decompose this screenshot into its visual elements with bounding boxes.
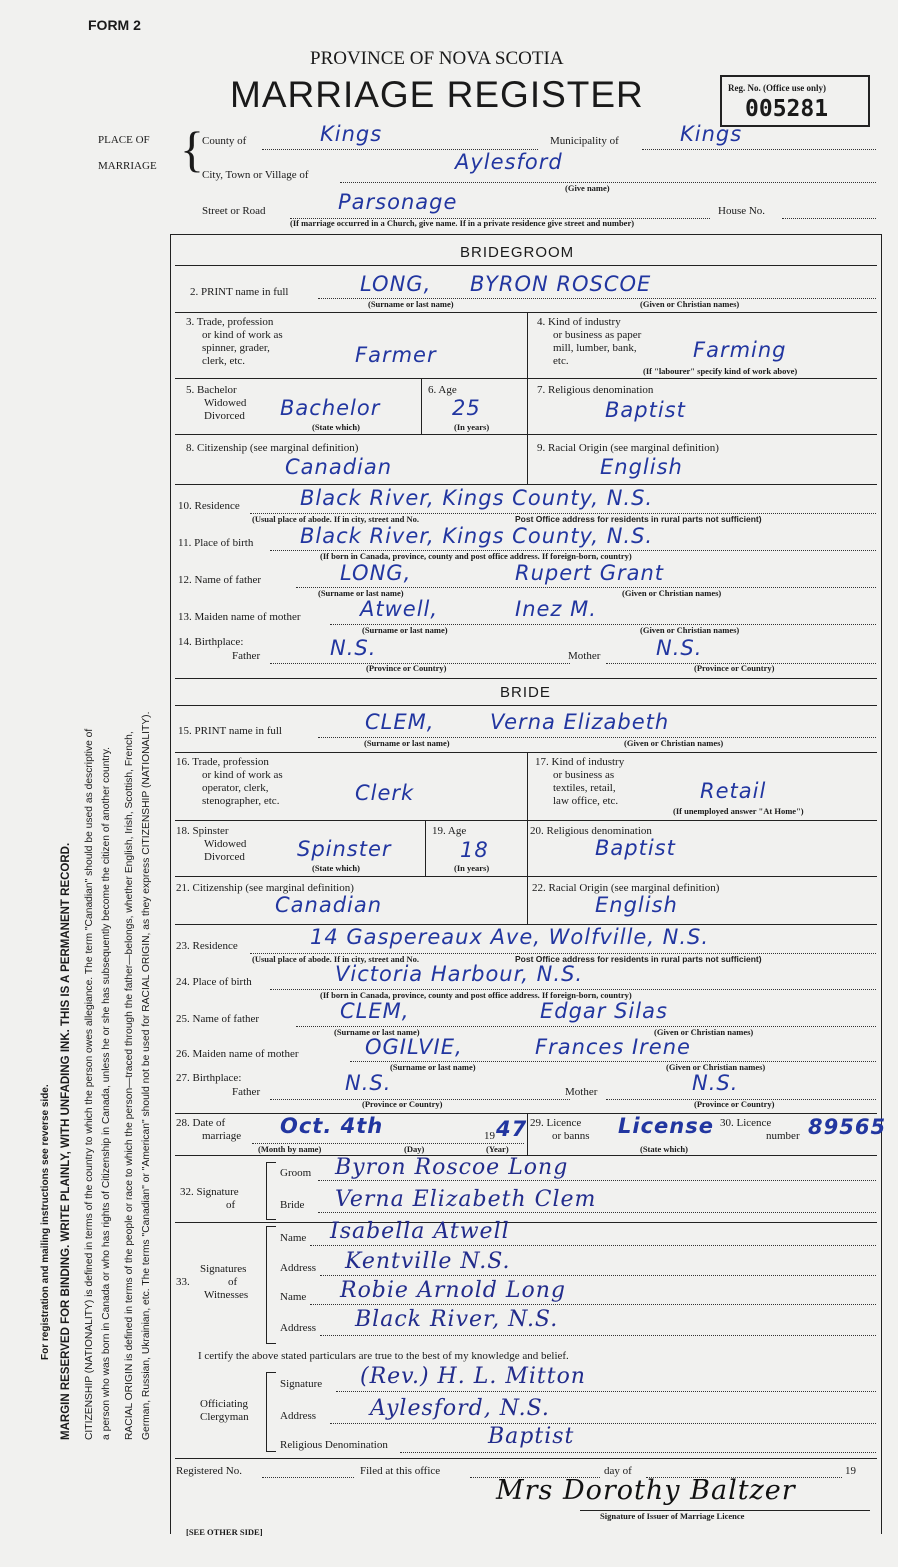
groom-mother-surname: Atwell, [360,597,439,621]
l18a: 18. Spinster [176,825,229,837]
f-sur-note: (Surname or last name) [318,588,404,598]
b-industry-note: (If unemployed answer "At Home") [673,806,804,816]
reg-number-label: Reg. No. (Office use only) [728,83,826,93]
year-prefix: 19 [484,1130,495,1142]
groom-father-surname: LONG, [340,561,412,585]
house-label: House No. [718,205,766,217]
l5c: Divorced [204,410,245,422]
groom-signature: Byron Roscoe Long [335,1155,569,1180]
l33num: 33. [176,1276,190,1288]
year-note: (Year) [486,1144,509,1154]
b-res-note2: Post Office address for residents in rural parts not sufficient) [515,954,762,964]
bracket-clergy [266,1372,276,1452]
l17c: textiles, retail, [553,782,616,794]
marriage-date: Oct. 4th [280,1114,384,1138]
l16a: 16. Trade, profession [176,756,269,768]
margin-line-1: For registration and mailing instructions see reverse side. [40,1084,51,1360]
b-prov-note: (Province or Country) [362,1099,443,1109]
clergy-sig-label: Signature [280,1378,323,1390]
l27: 27. Birthplace: [176,1072,242,1084]
groom-surname-note: (Surname or last name) [368,299,454,309]
groom-racial: English [600,455,683,479]
bride-bp-father: N.S. [345,1071,392,1095]
city-label: City, Town or Village of [202,169,309,181]
issuer-note: Signature of Issuer of Marriage Licence [600,1511,745,1521]
res-note2: Post Office address for residents in rural parts not sufficient) [515,514,762,524]
state-note: (State which) [640,1144,688,1154]
b-f-given-note: (Given or Christian names) [654,1027,754,1037]
clergy-signature: (Rev.) H. L. Mitton [360,1364,586,1389]
municipality-value: Kings [680,122,743,146]
l6: 6. Age [428,384,457,396]
groom-bp-father: N.S. [330,636,377,660]
l29b: or banns [552,1130,590,1142]
l17b: or business as [553,769,615,781]
l33a: Signatures [200,1263,247,1275]
l4c: mill, lumber, bank, [553,342,637,354]
bride-racial: English [595,893,678,917]
l8: 8. Citizenship (see marginal definition) [186,442,359,454]
brace: { [180,121,204,177]
l30b: number [766,1130,800,1142]
l18b: Widowed [204,838,247,850]
l33b: of [228,1276,238,1288]
b-surname-note: (Surname or last name) [364,738,450,748]
margin-line-2: MARGIN RESERVED FOR BINDING. WRITE PLAINLY, WITH UNFADING INK. THIS IS A PERMANENT RECORD. [60,842,72,1440]
bride-surname: CLEM, [365,710,435,734]
city-value: Aylesford [455,150,563,174]
status-note: (State which) [312,422,360,432]
groom-age: 25 [452,396,481,420]
bride-residence: 14 Gaspereaux Ave, Wolfville, N.S. [310,925,710,949]
groom-given: BYRON ROSCOE [470,272,652,296]
b-bp-father-label: Father [232,1086,261,1098]
reg-number: 005281 [745,96,829,122]
bracket-33 [266,1226,276,1344]
groom-father-given: Rupert Grant [515,561,665,585]
see-other-side: [SEE OTHER SIDE] [186,1527,263,1537]
l33c: Witnesses [204,1289,249,1301]
l32b: of [226,1199,236,1211]
officiating-label: Officiating [200,1398,249,1410]
witness1-address: Kentville N.S. [345,1249,511,1274]
bride-mother-given: Frances Irene [535,1035,691,1059]
l3d: clerk, etc. [202,355,246,367]
f-given-note: (Given or Christian names) [622,588,722,598]
groom-trade: Farmer [355,343,437,367]
street-value: Parsonage [338,190,458,214]
place-label-1: PLACE OF [98,134,150,146]
clergy-address: Aylesford, N.S. [370,1396,550,1421]
l32a: 32. Signature [180,1186,239,1198]
l21: 21. Citizenship (see marginal definition) [176,882,354,894]
clergyman-label: Clergyman [200,1411,249,1423]
l18c: Divorced [204,851,245,863]
licence-number: 89565 [808,1115,887,1139]
bp-mother-label: Mother [568,650,601,662]
b-given-note: (Given or Christian names) [624,738,724,748]
l7: 7. Religious denomination [537,384,654,396]
bride-name-label: 15. PRINT name in full [178,725,282,737]
issuer-signature: Mrs Dorothy Baltzer [496,1475,796,1506]
groom-name-label: 2. PRINT name in full [190,286,289,298]
l29a: 29. Licence [530,1117,582,1129]
certify-text: I certify the above stated particulars are true to the best of my knowledge and belief. [198,1350,569,1362]
clergy-addr-label: Address [280,1410,317,1422]
bride-father-given: Edgar Silas [540,999,668,1023]
l26: 26. Maiden name of mother [176,1048,299,1060]
witness2-name: Robie Arnold Long [340,1278,566,1303]
l3c: spinner, grader, [202,342,270,354]
prov-note2: (Province or Country) [694,663,775,673]
w2-addr-label: Address [280,1322,317,1334]
witness1-name: Isabella Atwell [330,1219,510,1244]
municipality-label: Municipality of [550,135,619,147]
clergy-denomination: Baptist [488,1424,575,1449]
b-birth-note: (If born in Canada, province, county and post office address. If foreign-born, country) [320,990,632,1000]
bride-signature: Verna Elizabeth Clem [335,1187,597,1212]
l3b: or kind of work as [202,329,283,341]
form-number: FORM 2 [88,17,141,33]
l4b: or business as paper [553,329,642,341]
bracket-32 [266,1162,276,1220]
groom-citizenship: Canadian [285,455,393,479]
groom-surname: LONG, [360,272,432,296]
marriage-year: 47 [496,1117,528,1141]
city-note: (Give name) [565,183,610,193]
b-res-note: (Usual place of abode. If in city, street and No. [252,954,420,964]
clergy-rel-label: Religious Denomination [280,1439,388,1451]
footer-year: 19 [845,1465,856,1477]
industry-note: (If "labourer" specify kind of work above) [643,366,798,376]
l10: 10. Residence [178,500,240,512]
page-title: MARRIAGE REGISTER [230,74,644,115]
groom-residence: Black River, Kings County, N.S. [300,486,654,510]
l14: 14. Birthplace: [178,636,244,648]
l5a: 5. Bachelor [186,384,237,396]
month-note: (Month by name) [258,1144,322,1154]
l25: 25. Name of father [176,1013,260,1025]
street-label: Street or Road [202,205,266,217]
groom-sig-label: Groom [280,1167,312,1179]
groom-industry: Farming [693,338,787,362]
l20: 20. Religious denomination [530,825,652,837]
bride-mother-surname: OGILVIE, [365,1035,463,1059]
l9: 9. Racial Origin (see marginal definition) [537,442,719,454]
place-label-2: MARRIAGE [98,160,157,172]
l17d: law office, etc. [553,795,619,807]
bp-father-label: Father [232,650,261,662]
b-prov-note2: (Province or Country) [694,1099,775,1109]
m-given-note: (Given or Christian names) [640,625,740,635]
groom-bp-mother: N.S. [656,636,703,660]
l23: 23. Residence [176,940,238,952]
l5b: Widowed [204,397,247,409]
margin-line-3: CITIZENSHIP (NATIONALITY) is defined in terms of the country to which the person owes allegiance. The term "Canadian" should be used as descriptive of [84,728,95,1440]
margin-line-6: German, Russian, Ukrainian, etc. The terms "Canadian" or "American" should not be used for RACIAL ORIGIN, as they express CITIZENSHIP (NATIONALITY). [141,711,152,1440]
bride-birthplace: Victoria Harbour, N.S. [335,962,584,986]
groom-religion: Baptist [605,398,686,422]
b-bp-mother-label: Mother [565,1086,598,1098]
b-status-note: (State which) [312,863,360,873]
county-label: County of [202,135,247,147]
bride-religion: Baptist [595,836,676,860]
day-label: day of [604,1465,632,1477]
res-note: (Usual place of abode. If in city, street and No. [252,514,420,524]
l28a: 28. Date of [176,1117,226,1129]
bridegroom-heading: BRIDEGROOM [460,244,575,261]
l4d: etc. [553,355,569,367]
groom-given-note: (Given or Christian names) [640,299,740,309]
province-title: PROVINCE OF NOVA SCOTIA [310,48,564,69]
birth-note: (If born in Canada, province, county and post office address. If foreign-born, country) [320,551,632,561]
l4a: 4. Kind of industry [537,316,621,328]
l11: 11. Place of birth [178,537,254,549]
registered-label: Registered No. [176,1465,242,1477]
bride-trade: Clerk [355,781,415,805]
filed-label: Filed at this office [360,1465,441,1477]
l24: 24. Place of birth [176,976,252,988]
groom-birthplace: Black River, Kings County, N.S. [300,524,654,548]
witness2-address: Black River, N.S. [355,1307,559,1332]
l3a: 3. Trade, profession [186,316,274,328]
m-sur-note: (Surname or last name) [362,625,448,635]
groom-mother-given: Inez M. [515,597,597,621]
bride-age: 18 [460,838,489,862]
b-age-note: (In years) [454,863,490,873]
l19: 19. Age [432,825,467,837]
age-note: (In years) [454,422,490,432]
bride-status: Spinster [297,837,392,861]
l17a: 17. Kind of industry [535,756,625,768]
l13: 13. Maiden name of mother [178,611,301,623]
l16b: or kind of work as [202,769,283,781]
prov-note: (Province or Country) [366,663,447,673]
l16d: stenographer, etc. [202,795,280,807]
l16c: operator, clerk, [202,782,269,794]
l30a: 30. Licence [720,1117,772,1129]
day-note: (Day) [404,1144,425,1154]
margin-line-5: RACIAL ORIGIN is defined in terms of the people or race to which the person—traced through the father—belongs, whether English, Irish, Scottish, French, [124,731,135,1440]
margin-line-4: a person who was born in Canada or who has rights of Citizenship in Canada, unless he or she has subsequently become the citizen of another country. [101,747,112,1440]
l28b: marriage [202,1130,242,1142]
bride-sig-label: Bride [280,1199,305,1211]
b-m-sur-note: (Surname or last name) [390,1062,476,1072]
county-value: Kings [320,122,383,146]
bride-father-surname: CLEM, [340,999,410,1023]
licence-or-banns: License [618,1114,714,1138]
l12: 12. Name of father [178,574,262,586]
bride-industry: Retail [700,779,767,803]
b-f-sur-note: (Surname or last name) [334,1027,420,1037]
bride-bp-mother: N.S. [692,1071,739,1095]
w1-addr-label: Address [280,1262,317,1274]
w1-name-label: Name [280,1232,307,1244]
bride-given: Verna Elizabeth [490,710,670,734]
bride-heading: BRIDE [500,684,551,701]
l22: 22. Racial Origin (see marginal definition) [532,882,720,894]
groom-status: Bachelor [280,396,381,420]
street-note: (If marriage occurred in a Church, give name. If in a private residence give street and number) [290,218,635,228]
b-m-given-note: (Given or Christian names) [666,1062,766,1072]
w2-name-label: Name [280,1291,307,1303]
bride-citizenship: Canadian [275,893,383,917]
